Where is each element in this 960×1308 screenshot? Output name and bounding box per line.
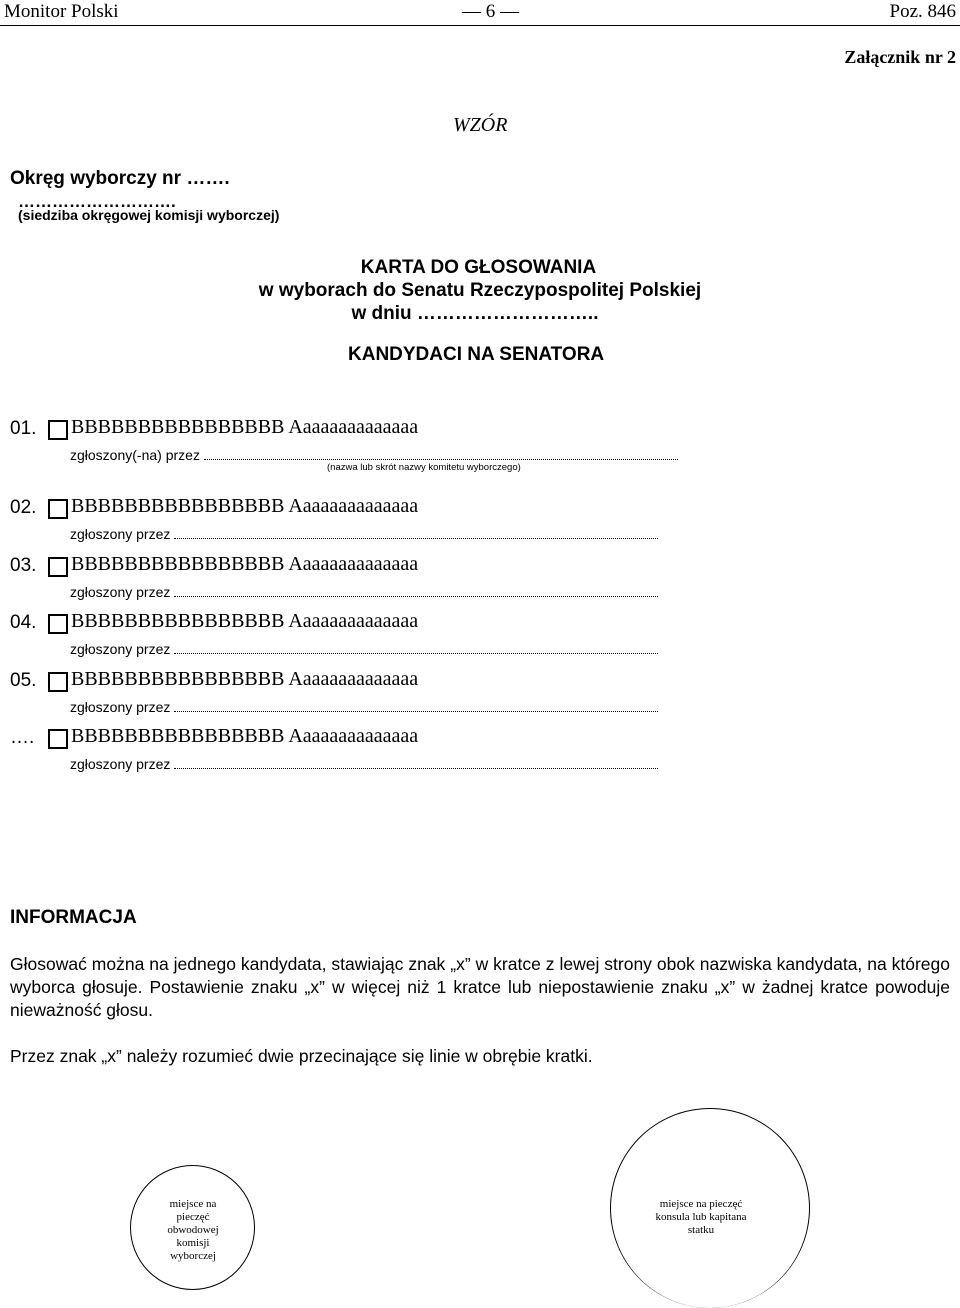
vote-checkbox[interactable] [48, 672, 68, 692]
vote-checkbox[interactable] [48, 420, 68, 440]
candidate-name: BBBBBBBBBBBBBBBB Aaaaaaaaaaaaaa [71, 416, 419, 438]
ballot-title-line3: w dniu ……………………….. [351, 303, 599, 324]
information-heading: INFORMACJA [10, 907, 137, 928]
candidate-number: 04. [10, 612, 37, 633]
information-paragraph: Głosować można na jednego kandydata, stawiając znak „x” w kratce z lewej strony obok nazwiska kandydata, na którego wyborca głosuje. Postawienie znaku „x” w więcej niż 1 kratce lub niepostawienie znaku „x” w żadnej kratce powoduje nieważność głosu. [10, 954, 950, 1020]
candidate-name: BBBBBBBBBBBBBBBB Aaaaaaaaaaaaaa [71, 495, 419, 517]
candidate-reported-by [70, 756, 658, 772]
annex-label: Załącznik nr 2 [844, 47, 956, 67]
vote-checkbox[interactable] [48, 729, 68, 749]
ballot-title-line1: KARTA DO GŁOSOWANIA [360, 257, 597, 278]
candidate-name: BBBBBBBBBBBBBBBB Aaaaaaaaaaaaaa [71, 725, 419, 747]
publication-name: Monitor Polski [4, 1, 119, 22]
information-text [10, 953, 950, 1068]
candidate-number: 01. [10, 418, 37, 439]
reported-label: zgłoszony przez [70, 756, 171, 772]
candidate-reported-by [70, 526, 658, 542]
candidate-reported-by [70, 699, 658, 715]
vote-checkbox[interactable] [48, 614, 68, 634]
reported-label: zgłoszony przez [70, 699, 171, 715]
reported-label: zgłoszony przez [70, 584, 171, 600]
candidates-heading: KANDYDACI NA SENATORA [348, 344, 605, 365]
vote-checkbox[interactable] [48, 499, 68, 519]
candidate-name: BBBBBBBBBBBBBBBB Aaaaaaaaaaaaaa [71, 668, 419, 690]
candidate-number: 03. [10, 555, 37, 576]
fill-line [174, 528, 658, 539]
candidate-name: BBBBBBBBBBBBBBBB Aaaaaaaaaaaaaa [71, 553, 419, 575]
fill-line [174, 586, 658, 597]
page-header [0, 0, 960, 26]
fill-line [174, 643, 658, 654]
vote-checkbox[interactable] [48, 557, 68, 577]
reported-label: zgłoszony(-na) przez [70, 447, 200, 463]
fill-line [204, 449, 678, 460]
candidate-number: 02. [10, 497, 37, 518]
district-label: Okręg wyborczy nr ……. [10, 168, 230, 189]
candidate-reported-by [70, 641, 658, 657]
fill-line [174, 701, 658, 712]
district-dots: ………………………. [18, 192, 176, 211]
candidate-number: …. [10, 727, 35, 748]
header-rule [0, 25, 960, 26]
candidate-reported-by [70, 584, 658, 600]
candidate-reported-by [70, 447, 678, 463]
information-paragraph: Przez znak „x” należy rozumieć dwie przecinające się linie w obrębie kratki. [10, 1046, 593, 1066]
stamp-label-commission: miejsce na pieczęć obwodowej komisji wyborczej [167, 1198, 219, 1262]
page-number: — 6 — [462, 1, 519, 22]
ballot-title [0, 256, 960, 325]
candidate-number: 05. [10, 670, 37, 691]
position-number: Poz. 846 [889, 1, 956, 22]
template-label: WZÓR [453, 114, 508, 136]
committee-hint: (nazwa lub skrót nazwy komitetu wyborczego) [327, 462, 521, 473]
candidate-name: BBBBBBBBBBBBBBBB Aaaaaaaaaaaaaa [71, 610, 419, 632]
district-note: (siedziba okręgowej komisji wyborczej) [18, 207, 280, 223]
fill-line [174, 758, 658, 769]
stamp-label-consul: miejsce na pieczęć konsula lub kapitana statku [655, 1198, 747, 1236]
ballot-title-line2: w wyborach do Senatu Rzeczypospolitej Polskiej [258, 280, 702, 301]
reported-label: zgłoszony przez [70, 526, 171, 542]
reported-label: zgłoszony przez [70, 641, 171, 657]
